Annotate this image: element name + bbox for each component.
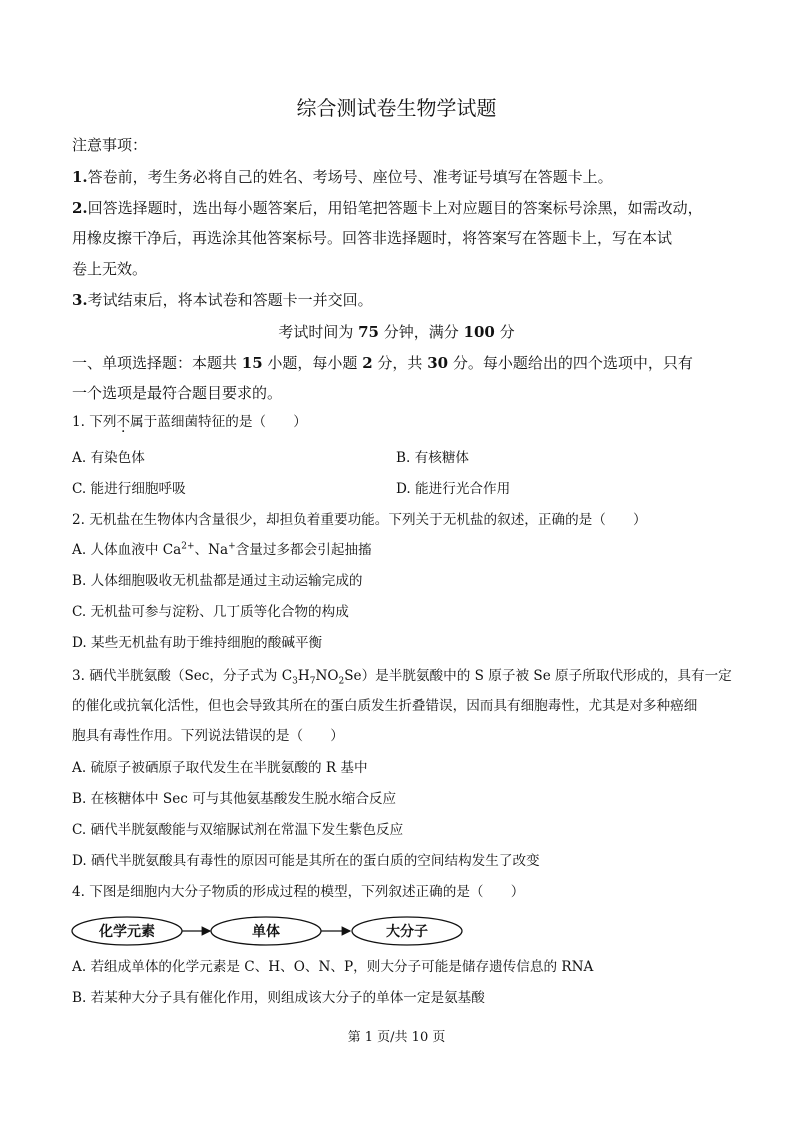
notice-item-2-line-3: 卷上无效。 (72, 260, 148, 278)
q3-text: 3. 硒代半胱氨酸（Sec，分子式为 C (72, 668, 293, 684)
section-1-header (72, 356, 693, 371)
exam-score: 100 (463, 323, 495, 341)
q1-option-d: D. 能进行光合作用 (396, 481, 511, 497)
q2-a-sup: + (228, 541, 236, 552)
exam-info (0, 325, 793, 340)
exam-info-text: 分 (494, 323, 515, 341)
q2-option-c: C. 无机盐可参与淀粉、几丁质等化合物的构成 (72, 604, 349, 620)
section-count: 15 (241, 354, 263, 372)
q2-option-b: B. 人体细胞吸收无机盐都是通过主动运输完成的 (72, 573, 363, 589)
q1-option-b: B. 有核糖体 (396, 450, 470, 466)
section-1-header-line-2: 一个选项是最符合题目要求的。 (72, 384, 283, 402)
notice-item-3 (72, 293, 373, 308)
exam-info-text: 考试时间为 (278, 323, 359, 341)
q3-option-d: D. 硒代半胱氨酸具有毒性的原因可能是其所在的蛋白质的空间结构发生了改变 (72, 853, 540, 869)
q1-stem-a: 1. 下列 (72, 414, 117, 430)
diagram-label-macromolecule: 大分子 (386, 924, 428, 940)
notice-item-2 (72, 201, 703, 216)
diagram-label-elements: 化学元素 (99, 924, 155, 940)
page-title: 综合测试卷生物学试题 (296, 96, 497, 120)
q3-option-b: B. 在核糖体中 Sec 可与其他氨基酸发生脱水缩合反应 (72, 791, 397, 807)
section-text: 一、单项选择题：本题共 (72, 354, 242, 372)
notice-item-1-num: 1. (72, 168, 88, 186)
q1-option-a: A. 有染色体 (72, 450, 145, 466)
q2-a-text: 、Na (194, 542, 229, 558)
q2-option-a (72, 541, 372, 558)
notice-item-3-text: 考试结束后，将本试卷和答题卡一并交回。 (87, 291, 373, 309)
q3-sub: 7 (309, 676, 316, 687)
q1-emphasis: 不 (116, 414, 131, 430)
section-text: 小题，每小题 (262, 354, 363, 372)
q3-sub: 2 (338, 676, 345, 687)
notice-item-3-num: 3. (72, 291, 88, 309)
q3-sub: 3 (292, 676, 298, 687)
notice-heading: 注意事项： (72, 136, 148, 154)
q3-option-a: A. 硫原子被硒原子取代发生在半胱氨酸的 R 基中 (72, 760, 368, 776)
section-total: 30 (427, 354, 449, 372)
question-1-stem (72, 416, 307, 430)
section-text: 分。每小题给出的四个选项中，只有 (448, 354, 693, 372)
q4-option-a: A. 若组成单体的化学元素是 C、H、O、N、P，则大分子可能是储存遗传信息的 RNA (72, 959, 594, 975)
section-text: 分，共 (372, 354, 428, 372)
question-3-stem-3: 胞具有毒性作用。下列说法错误的是（ ） (72, 728, 344, 744)
exam-time: 75 (358, 323, 379, 341)
q2-a-text: 含量过多都会引起抽搐 (235, 542, 372, 558)
q2-a-text: A. 人体血液中 Ca (72, 542, 182, 558)
formation-diagram (70, 914, 470, 948)
question-3-stem-1 (72, 668, 732, 687)
q3-text: NO (315, 668, 339, 684)
q1-stem-b: 属于蓝细菌特征的是（ ） (130, 414, 307, 430)
q3-text: H (297, 668, 310, 684)
notice-item-1 (72, 170, 613, 185)
notice-item-1-text: 答卷前，考生务必将自己的姓名、考场号、座位号、准考证号填写在答题卡上。 (87, 168, 613, 186)
question-4-stem: 4. 下图是细胞内大分子物质的形成过程的模型，下列叙述正确的是（ ） (72, 884, 525, 900)
section-each: 2 (362, 354, 373, 372)
exam-info-text: 分钟，满分 (379, 323, 464, 341)
notice-item-2-text-a: 回答选择题时，选出每小题答案后，用铅笔把答题卡上对应题目的答案标号涂黑，如需改动， (87, 199, 703, 217)
diagram-label-monomer: 单体 (252, 924, 280, 940)
question-2-stem: 2. 无机盐在生物体内含量很少，却担负着重要功能。下列关于无机盐的叙述，正确的是（ ） (72, 512, 647, 528)
page-footer: 第 1 页/共 10 页 (347, 1030, 446, 1045)
notice-item-2-line-2: 用橡皮擦干净后，再选涂其他答案标号。回答非选择题时，将答案写在答题卡上，写在本试 (72, 229, 673, 247)
q2-option-d: D. 某些无机盐有助于维持细胞的酸碱平衡 (72, 635, 323, 651)
q1-option-c: C. 能进行细胞呼吸 (72, 481, 186, 497)
q3-option-c: C. 硒代半胱氨酸能与双缩脲试剂在常温下发生紫色反应 (72, 822, 404, 838)
question-3-stem-2: 的催化或抗氧化活性，但也会导致其所在的蛋白质发生折叠错误，因而具有细胞毒性，尤其是对多种癌细 (72, 698, 698, 714)
q2-a-sup: 2+ (181, 541, 195, 552)
q3-text: Se）是半胱氨酸中的 S 原子被 Se 原子所取代形成的，具有一定 (344, 668, 732, 684)
notice-item-2-num: 2. (72, 199, 88, 217)
q4-option-b: B. 若某种大分子具有催化作用，则组成该大分子的单体一定是氨基酸 (72, 990, 485, 1006)
